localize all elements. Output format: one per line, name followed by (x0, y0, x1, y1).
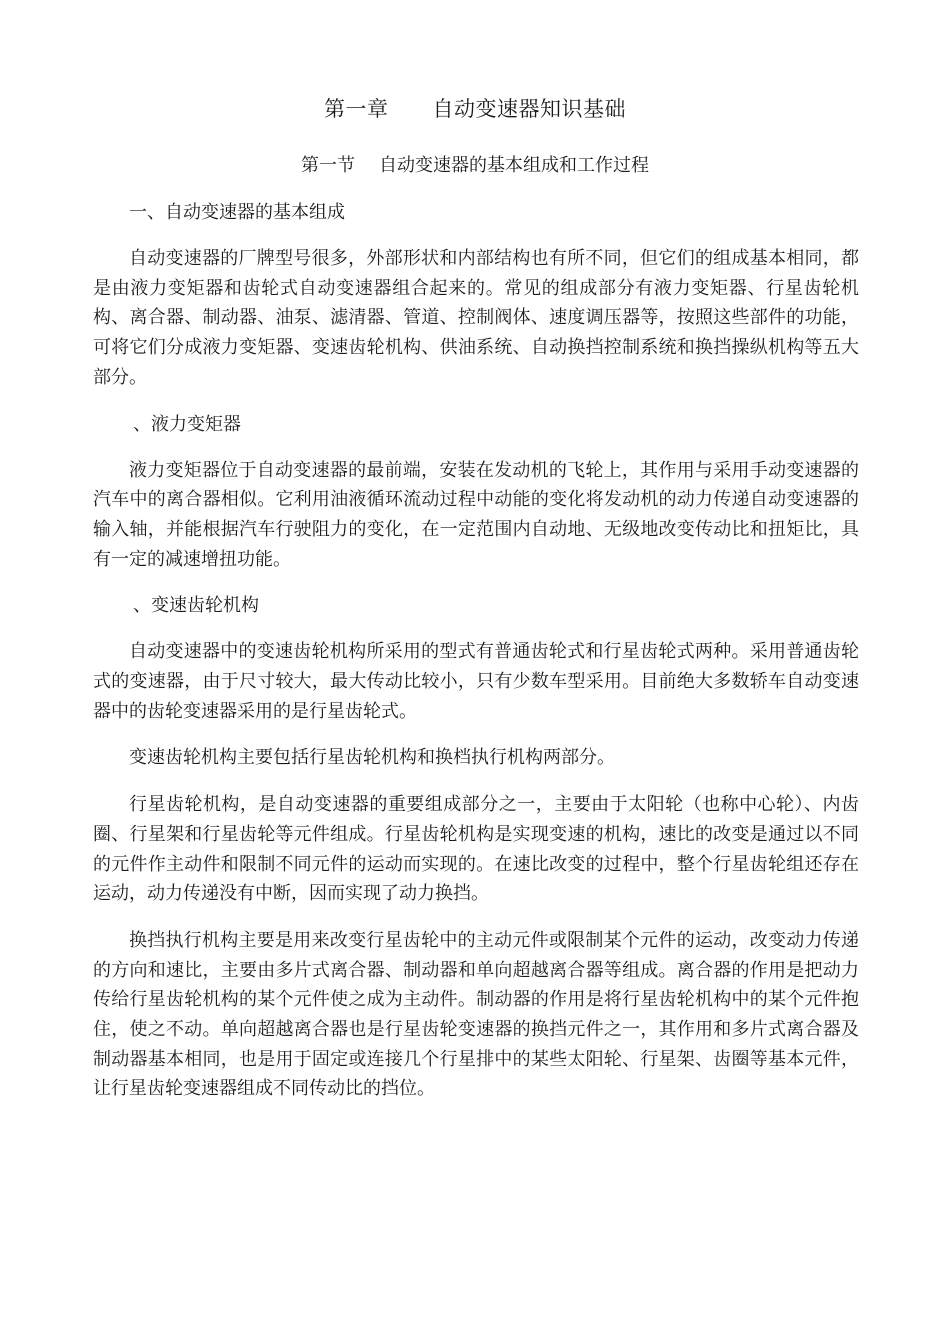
section-number: 第一节 (301, 155, 355, 176)
chapter-name: 自动变速器知识基础 (432, 97, 626, 121)
paragraph: 液力变矩器位于自动变速器的最前端，安装在发动机的飞轮上，其作用与采用手动变速器的汽车中的离合器相似。它利用油液循环流动过程中动能的变化将发动机的动力传递自动变速器的输入轴，并能根据汽车行驶阻力的变化，在一定范围内自动地、无级地改变传动比和扭矩比，具有一定的减速增扭功能。 (93, 459, 859, 570)
paragraph: 行星齿轮机构，是自动变速器的重要组成部分之一，主要由于太阳轮（也称中心轮）、内齿圈、行星架和行星齿轮等元件组成。行星齿轮机构是实现变速的机构，速比的改变是通过以不同的元件作主动件和限制不同元件的运动而实现的。在速比改变的过程中，整个行星齿轮组还存在运动，动力传递没有中断，因而实现了动力换挡。 (93, 794, 859, 905)
section-name: 自动变速器的基本组成和工作过程 (379, 155, 649, 176)
heading-gear-mechanism: 、变速齿轮机构 (133, 595, 259, 617)
paragraph: 自动变速器的厂牌型号很多，外部形状和内部结构也有所不同，但它们的组成基本相同，都是由液力变矩器和齿轮式自动变速器组合起来的。常见的组成部分有液力变矩器、行星齿轮机构、离合器、制动器、油泵、滤清器、管道、控制阀体、速度调压器等，按照这些部件的功能，可将它们分成液力变矩器、变速齿轮机构、供油系统、自动换挡控制系统和换挡操纵机构等五大部分。 (93, 248, 859, 388)
section-title (0, 152, 950, 180)
document-body (93, 198, 859, 1121)
chapter-title (0, 93, 950, 125)
heading-basic-composition: 一、自动变速器的基本组成 (129, 202, 345, 223)
paragraph: 换挡执行机构主要是用来改变行星齿轮中的主动元件或限制某个元件的运动，改变动力传递的方向和速比，主要由多片式离合器、制动器和单向超越离合器等组成。离合器的作用是把动力传给行星齿轮机构的某个元件使之成为主动件。制动器的作用是将行星齿轮机构中的某个元件抱住，使之不动。单向超越离合器也是行星齿轮变速器的换挡元件之一，其作用和多片式离合器及制动器基本相同，也是用于固定或连接几个行星排中的某些太阳轮、行星架、齿圈等基本元件，让行星齿轮变速器组成不同传动比的挡位。 (93, 929, 859, 1100)
heading-torque-converter: 、液力变矩器 (133, 413, 241, 435)
chapter-number: 第一章 (324, 97, 389, 121)
paragraph: 自动变速器中的变速齿轮机构所采用的型式有普通齿轮式和行星齿轮式两种。采用普通齿轮式的变速器，由于尺寸较大，最大传动比较小，只有少数车型采用。目前绝大多数轿车自动变速器中的齿轮变速器采用的是行星齿轮式。 (93, 641, 859, 722)
paragraph: 变速齿轮机构主要包括行星齿轮机构和换档执行机构两部分。 (129, 747, 615, 769)
